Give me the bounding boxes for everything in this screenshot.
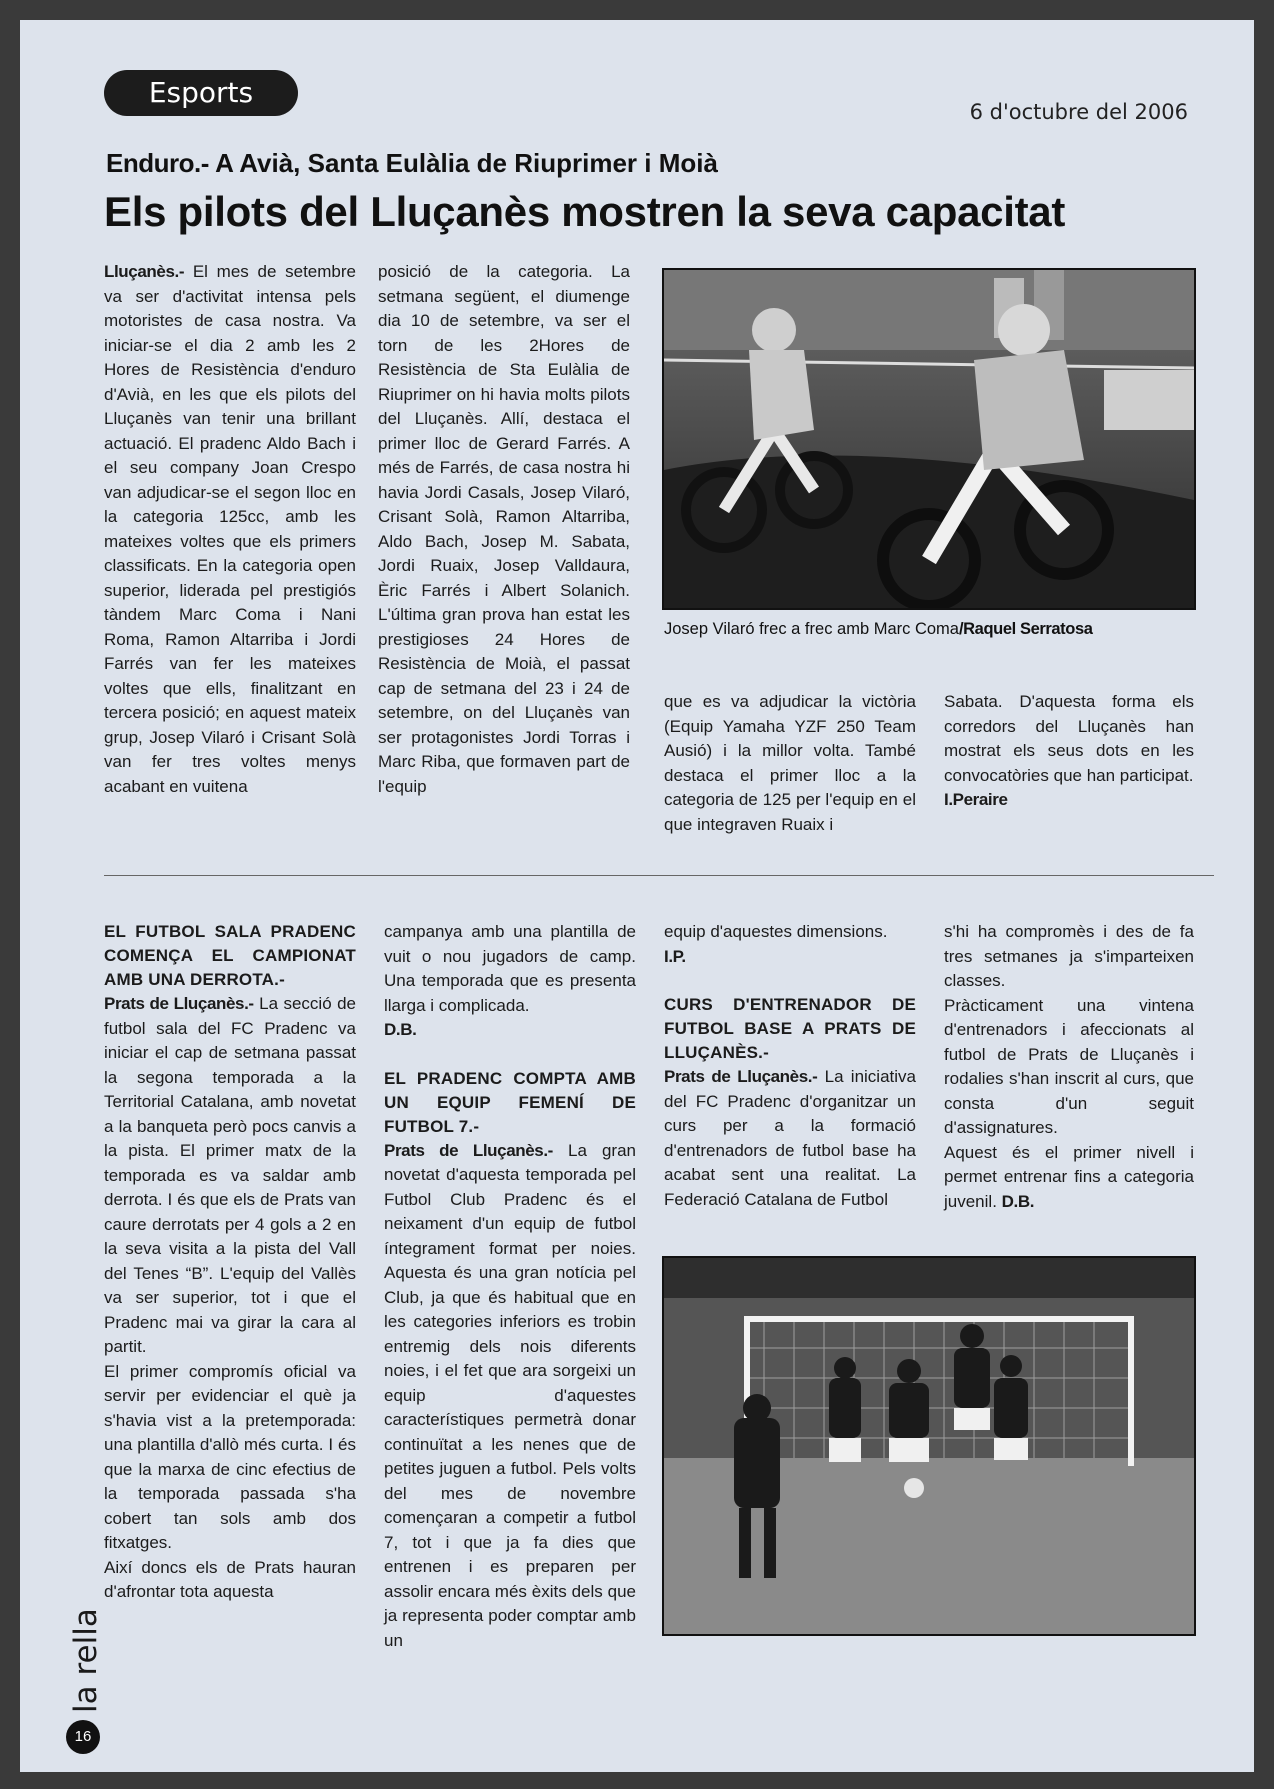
publication-logo — [66, 1565, 106, 1715]
football-image — [664, 1258, 1194, 1634]
article3-title: EL PRADENC COMPTA AMB UN EQUIP FEMENÍ DE FUTBOL 7.- — [384, 1068, 636, 1136]
article2-title: EL FUTBOL SALA PRADENC COMENÇA EL CAMPIONAT AMB UNA DERROTA.- — [104, 922, 356, 989]
lower-column-3 — [664, 920, 916, 1212]
article-kicker — [106, 148, 718, 179]
lead-tag: Prats de Lluçanès.- — [104, 994, 254, 1013]
body-text: El mes de setembre va ser d'activitat intensa pels motoristes de casa nostra. Va iniciar-se el dia 2 amb les 2 Hores de Resistència d'enduro d'Avià, en les que els pilots del Lluçanès van tenir una brillant actuació. El pradenc Aldo Bach i el seu company Joan Crespo van adjudicar-se el segon lloc en la categoria 125cc, amb les mateixes voltes que els primers classificats. En la categoria open superior, liderada pel prestigiós tàndem Marc Coma i Nani Roma, Ramon Altarriba i Jordi Farrés van fer les mateixes voltes que ells, finalitzant en tercera posició; en aquest mateix grup, Josep Vilaró i Crisant Solà van fer tres voltes menys acabant en vuitena — [104, 262, 356, 796]
motocross-image — [664, 270, 1194, 608]
body-text: Pràcticament una vintena d'entrenadors i afeccionats al futbol de Prats de Lluçanès i rodalies s'han inscrit al curs, que consta d'un seguit d'assignatures. — [944, 995, 1194, 1137]
article1-column-4 — [944, 690, 1194, 813]
kicker-tag: Enduro.- — [106, 148, 209, 178]
article4-title: CURS D'ENTRENADOR DE FUTBOL BASE A PRATS DE LLUÇANÈS.- — [664, 995, 916, 1062]
photo-credit: /Raquel Serratosa — [958, 620, 1093, 638]
lead-tag: Prats de Lluçanès.- — [384, 1140, 553, 1160]
article-headline: Els pilots del Lluçanès mostren la seva capacitat — [104, 188, 1066, 235]
logo-text: la rella — [68, 1608, 104, 1713]
article-signature: I.Peraire — [944, 790, 1008, 809]
lead-tag: Prats de Lluçanès.- — [664, 1067, 818, 1086]
body-text: campanya amb una plantilla de vuit o nou jugadors de camp. Una temporada que es presenta llarga i complicada. — [384, 922, 636, 1015]
lower-column-2 — [384, 920, 636, 1653]
body-text: que es va adjudicar la victòria (Equip Yamaha YZF 250 Team Ausió) i la millor volta. També destaca el primer lloc a la categoria de 125 per l'equip en el que integraven Ruaix i — [664, 692, 916, 834]
body-text: El primer compromís oficial va servir per evidenciar el què ja s'havia vist a la pretemporada: una plantilla d'allò més curta. I és que la marxa de cinc efectius de la temporada passada s'ha cobert tan sols amb dos fitxatges. — [104, 1361, 356, 1552]
kicker-text: A Avià, Santa Eulàlia de Riuprimer i Moià — [215, 148, 718, 178]
section-label: Esports — [104, 70, 298, 116]
lower-column-4 — [944, 920, 1194, 1214]
body-text: La secció de futbol sala del FC Pradenc va iniciar el cap de setmana passat la segona temporada a la Territorial Catalana, amb novetat a la banqueta però pocs canvis a la pista. El primer matx de la temporada es va saldar amb derrota. I és que els de Prats van caure derrotats per 4 gols a 2 en la seva visita a la pista del Vall del Tenes “B”. L'equip del Vallès va ser superior, tot i que el Pradenc mai va girar la cara al partit. — [104, 994, 356, 1356]
article1-column-3 — [664, 690, 916, 837]
caption-text: Josep Vilaró frec a frec amb Marc Coma — [664, 620, 959, 638]
body-text: s'hi ha compromès i des de fa tres setmanes ja s'imparteixen classes. — [944, 922, 1194, 990]
section-divider — [104, 875, 1214, 876]
photo-caption — [664, 620, 1184, 639]
lead-tag: Lluçanès.- — [104, 262, 185, 281]
motocross-photo — [662, 268, 1196, 610]
issue-date: 6 d'octubre del 2006 — [969, 100, 1188, 124]
newspaper-page — [20, 20, 1254, 1772]
body-text: La iniciativa del FC Pradenc d'organitzar un curs per a la formació d'entrenadors de futbol base ha acabat sent una realitat. La Federació Catalana de Futbol — [664, 1067, 916, 1209]
football-photo — [662, 1256, 1196, 1636]
article1-column-2 — [378, 260, 630, 799]
publication-logo-image — [66, 1565, 106, 1715]
article-signature: D.B. — [384, 1020, 417, 1039]
article-signature: I.P. — [664, 946, 686, 966]
body-text: posició de la categoria. La setmana següent, el diumenge dia 10 de setembre, va ser el torn de les 2Hores de Resistència de Sta Eulàlia de Riuprimer on hi havia molts pilots del Lluçanès. Allí, destaca el primer lloc de Gerard Farrés. A més de Farrés, de casa nostra hi havia Jordi Casals, Josep Vilaró, Crisant Solà, Ramon Altarriba, Aldo Bach, Josep M. Sabata, Jordi Ruaix, Josep Valldaura, Èric Farrés i Albert Solanich. L'última gran prova han estat les prestigioses 24 Hores de Resistència de Moià, el passat cap de setmana del 23 i 24 de setembre, on del Lluçanès van ser protagonistes Jordi Torras i Marc Riba, que formaven part de l'equip — [378, 262, 630, 796]
article-signature: D.B. — [1001, 1191, 1035, 1211]
page-number: 16 — [66, 1720, 100, 1754]
article2-column-1 — [104, 920, 356, 1605]
body-text: Sabata. D'aquesta forma els corredors del Lluçanès han mostrat els seus dots en les convocatòries que han participat. — [944, 692, 1194, 785]
body-text: equip d'aquestes dimensions. — [664, 922, 888, 941]
body-text: La gran novetat d'aquesta temporada pel Futbol Club Pradenc és el neixament d'un equip de futbol íntegrament format per noies. Aquesta és una gran notícia pel Club, ja que és habitual que en les categories inferiors es trobin entremig dels nois diferents noies, i el fet que ara sorgeixi un equip d'aquestes característiques permetrà donar continuïtat a les nenes que de petites juguen a futbol. Pels volts del mes de novembre començaran a competir a futbol 7, tot i que ja fa dies que entrenen i es preparen per assolir encara més èxits dels que ja representa poder comptar amb un — [384, 1140, 636, 1650]
body-text: Així doncs els de Prats hauran d'afrontar tota aquesta — [104, 1557, 356, 1601]
article1-column-1 — [104, 260, 356, 799]
body-text: Aquest és el primer nivell i permet entrenar fins a categoria juvenil. — [944, 1142, 1194, 1211]
